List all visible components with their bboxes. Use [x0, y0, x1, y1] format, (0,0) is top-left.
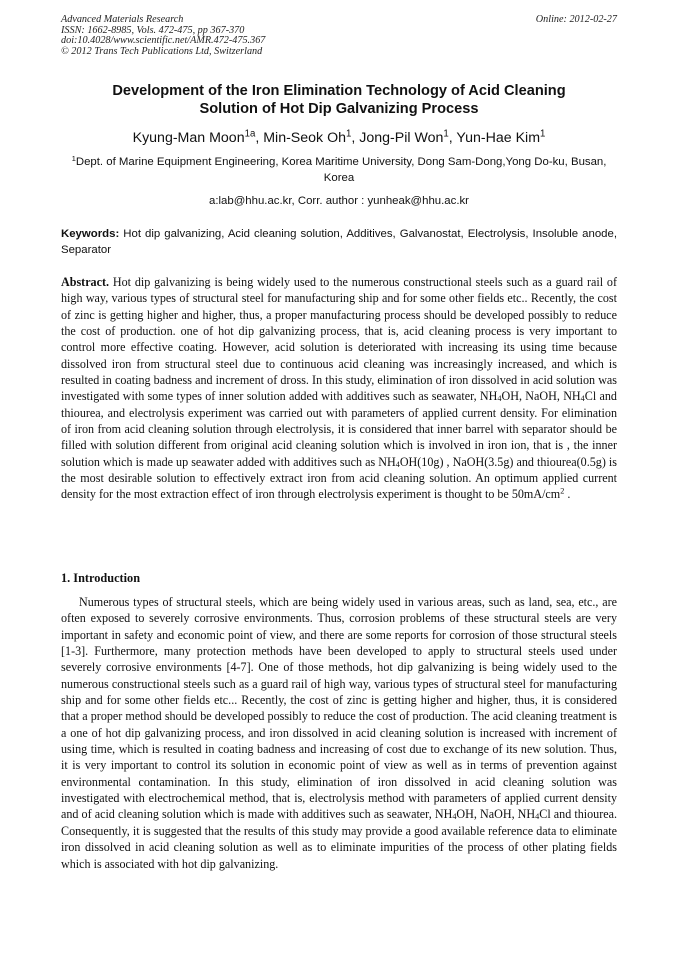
paper-title [61, 82, 617, 118]
author-name: Yun-Hae Kim [456, 130, 541, 146]
author-separator: , [255, 130, 264, 146]
author-affiliation-mark: 1 [346, 128, 352, 140]
online-date: Online: 2012-02-27 [535, 14, 617, 25]
abstract-text: OH, NaOH, NH [501, 389, 581, 404]
section-heading: 1. Introduction [61, 571, 141, 585]
author-affiliation-mark: 1 [443, 128, 449, 140]
author-name: Jong-Pil Won [359, 130, 444, 146]
abstract-text: OH(10g) , NaOH(3.5g) and thiourea(0.5g) is the most desirable solution to effectively extract iron from acid cleaning solution. An optimum applied current density for the most extraction effect of iron through electrolysis experiment is thought to be 50mA/cm [61, 454, 618, 502]
author-list [61, 129, 617, 147]
body-text: Cl and thiourea. Consequently, it is suggested that the results of this study may provide a good available reference data to eliminate iron dissolved in acid cleaning solution as well as to eliminate impurities of the process of other plating fields which is associated with hot dip galvanizing. [61, 807, 617, 871]
subscript: 4 [535, 812, 540, 822]
superscript: 2 [560, 486, 565, 496]
introduction-paragraph [61, 594, 617, 872]
keywords-text: Hot dip galvanizing, Acid cleaning solution, Additives, Galvanostat, Electrolysis, Insoluble anode, Separator [61, 228, 617, 256]
title-line-1: Development of the Iron Elimination Technology of Acid Cleaning [112, 83, 566, 99]
issn-line: ISSN: 1662-8985, Vols. 472-475, pp 367-370 [61, 24, 245, 36]
journal-name: Advanced Materials Research [61, 14, 184, 25]
abstract-label: Abstract. [61, 275, 110, 289]
copyright-line: © 2012 Trans Tech Publications Ltd, Switzerland [61, 45, 263, 57]
author-separator: , [448, 130, 457, 146]
subscript: 4 [580, 394, 585, 404]
body-text: Numerous types of structural steels, which are being widely used in various areas, such as land, sea, etc., are often exposed to severely corrosive environments. Thus, corrosion problems of these structural steels are very important in safety and economic point of view, and there are some reports for corrosion of those structural steels [1-3]. Furthermore, many protection methods have been developed to apply to structural steels used under severely corrosive environments [4-7]. One of those methods, hot dip galvanizing is being widely used to the numerous constructional steels such as a guard rail of high way, various types of structural steel for manufacturing ship and for some other fields etc... Recently, the cost of zinc is getting higher and higher, thus, it is considered that a proper method should be developed possibly to reduce the cost of production. The acid cleaning treatment is a one of hot dip galvanizing process, and iron dissolved in acid cleaning solution is increased with increment of using time, which is resulted in coating badness and increasing of cost due to exchange of its new solution. Thus, it is very important to control its solution in economic point of view as well as in terms of prevention against environmental contamination. In this study, elimination of iron dissolved in acid cleaning solution was investigated with electrochemical method, that is, electrolysis method with parameters of applied current density and of acid cleaning solution which is made with additives such as seawater, NH [61, 595, 617, 822]
abstract-text: . [564, 487, 571, 502]
author-affiliation-mark: 1a [244, 128, 256, 140]
affiliation [61, 154, 617, 186]
affiliation-mark: 1 [71, 153, 76, 163]
keywords-label: Keywords: [61, 228, 120, 240]
body-text: OH, NaOH, NH [456, 807, 536, 822]
abstract-text: Hot dip galvanizing is being widely used to the numerous constructional steels such as a guard rail of high way, various types of structural steel for manufacturing ship and for some other fields etc.. Recently, the cost of zinc is getting higher and higher, thus, a proper manufacturing process should be developed possibly to reduce the cost of production. one of hot dip galvanizing process, that is, acid cleaning process is very important to control more effective coating. However, acid solution is deteriorated with increasing its using time because dissolved iron from structural steel due to continuous acid cleaning was increasingly increased, and which is resulted in coating badness and increment of dross. In this study, elimination of iron dissolved in acid solution was investigated with some types of inner solution added with additives such as seawater, NH [61, 275, 617, 404]
author-separator: , [351, 130, 360, 146]
doi-line: doi:10.4028/www.scientific.net/AMR.472-475.367 [61, 35, 266, 47]
abstract [61, 274, 617, 503]
subscript: 4 [395, 459, 400, 469]
author-affiliation-mark: 1 [540, 128, 546, 140]
subscript: 4 [452, 812, 457, 822]
author-name: Min-Seok Oh [263, 130, 347, 146]
subscript: 4 [497, 394, 502, 404]
keywords [61, 227, 617, 258]
author-emails: a:lab@hhu.ac.kr, Corr. author : yunheak@hhu.ac.kr [209, 195, 469, 207]
abstract-text: Cl and thiourea, and electrolysis experiment was carried out with parameters of applied current density. For elimination of iron from acid cleaning solution through electrolysis, it is considered that inner barrel with separator should be filled with solution different from original acid cleaning solution which is involved in iron ion, that is , the inner solution which is made up seawater added with additives such as NH [61, 389, 617, 469]
title-line-2: Solution of Hot Dip Galvanizing Process [199, 101, 479, 117]
affiliation-text: Dept. of Marine Equipment Engineering, Korea Maritime University, Dong Sam-Dong,Yong Do-ku, Busan, Korea [75, 156, 607, 184]
author-name: Kyung-Man Moon [132, 130, 245, 146]
journal-info [61, 15, 265, 57]
